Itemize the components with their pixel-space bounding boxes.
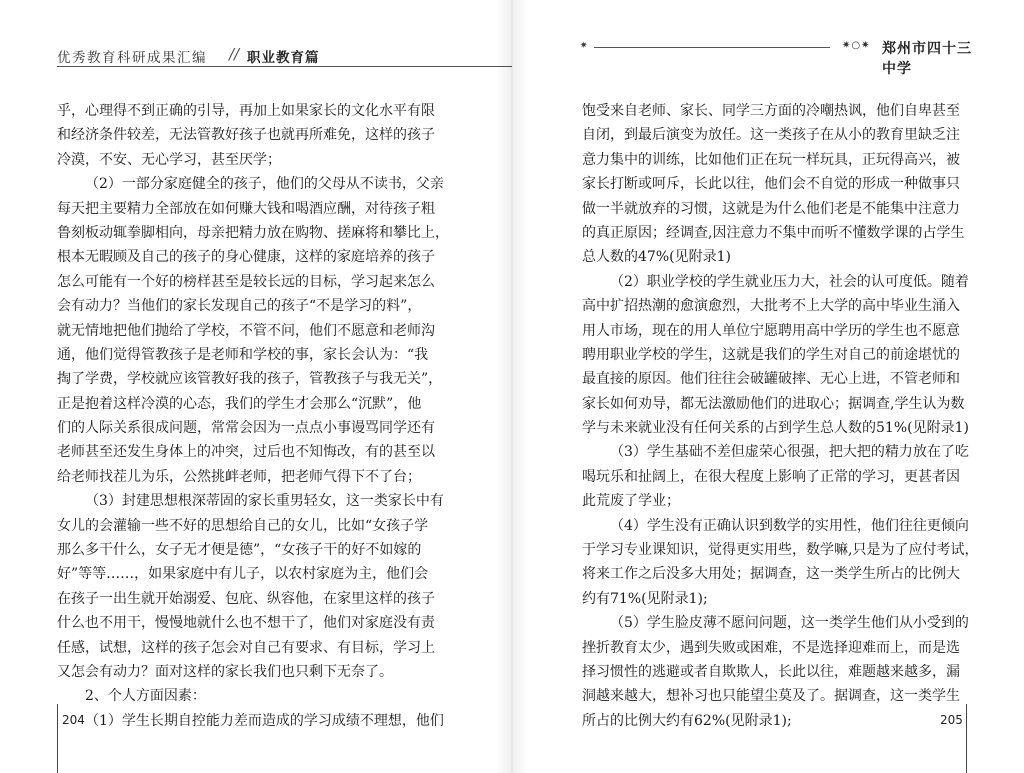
- text-line: （4）学生没有正确认识到数学的实用性，他们往往更倾向: [610, 517, 969, 534]
- text-line: 掏了学费，学校就应该管教好我的孩子，管教孩子与我无关”，: [57, 371, 443, 388]
- text-line: 怎么可能有一个好的榜样甚至是较长远的目标，学习起来怎么: [57, 273, 435, 290]
- page-number-left: 204: [62, 713, 85, 727]
- text-line: 挫折教育太少，遇到失败或困难，不是选择迎难而上，而是选: [582, 639, 960, 656]
- page-number-right: 205: [940, 713, 963, 727]
- text-line: 好”等等……，如果家庭中有儿子，以农村家庭为主，他们会: [57, 566, 429, 583]
- text-line: 老师甚至还发生身体上的冲突，过后也不知悔改，有的甚至以: [57, 444, 435, 461]
- text-line: 2、个人方面因素：: [85, 688, 206, 705]
- text-line: 将来工作之后没多大用处；据调查，这一类学生所占的比例大: [582, 566, 960, 583]
- header-rule: [57, 66, 512, 67]
- text-line: 每天把主要精力全部放在如何赚大钱和喝酒应酬，对待孩子粗: [57, 200, 435, 217]
- text-line: （3）学生基础不差但虚荣心很强，把大把的精力放在了吃: [610, 444, 969, 461]
- text-line: 总人数的47%(见附录1): [582, 249, 731, 266]
- left-body-text: [57, 99, 447, 733]
- text-line: 通，他们觉得管教孩子是老师和学校的事，家长会认为：“我: [57, 346, 429, 363]
- school-name: 郑州市四十三中学: [882, 41, 972, 77]
- text-line: 给老师找茬儿为乐，公然挑衅老师，把老师气得下不了台；: [57, 468, 421, 485]
- star-ornament-icon: ✷: [580, 41, 588, 51]
- text-line: 约有71%(见附录1);: [582, 590, 708, 607]
- text-line: 最直接的原因。他们往往会破罐破摔、无心上进，不管老师和: [582, 371, 960, 388]
- text-line: 冷漠，不安、无心学习，甚至厌学；: [57, 151, 281, 168]
- text-line: 此荒废了学业；: [582, 493, 680, 510]
- text-line: 们的人际关系很成问题，常常会因为一点点小事谩骂同学还有: [57, 420, 435, 437]
- text-line: 根本无暇顾及自己的孩子的身心健康，这样的家庭培养的孩子: [57, 249, 435, 266]
- text-line: （1）学生长期自控能力差而造成的学习成绩不理想，他们: [85, 712, 444, 729]
- text-line: 鲁刻板动辄拳脚相向，母亲把精力放在购物、搓麻将和攀比上，: [57, 224, 449, 241]
- header-rule: [594, 47, 830, 48]
- text-line: 于学习专业课知识，觉得更实用些，数学嘛,只是为了应付考试，: [582, 542, 979, 559]
- text-line: （2）职业学校的学生就业压力大，社会的认可度低。随着: [610, 273, 969, 290]
- text-line: 做一半就放弃的习惯，这就是为什么他们老是不能集中注意力: [582, 200, 960, 217]
- text-line: 择习惯性的逃避或者自欺欺人，长此以往，难题越来越多，漏: [582, 663, 960, 680]
- text-line: （2）一部分家庭健全的孩子，他们的父母从不读书，父亲: [85, 176, 444, 193]
- ornament-dots-icon: ✷○✷: [842, 40, 871, 51]
- header-separator: //: [229, 45, 240, 63]
- text-line: 喝玩乐和扯阔上，在很大程度上影响了正常的学习，更甚者因: [582, 468, 960, 485]
- text-line: 在孩子一出生就开始溺爱、包庇、纵容他，在家里这样的孩子: [57, 590, 435, 607]
- text-line: 家长打断或呵斥，长此以往，他们会不自觉的形成一种做事只: [582, 176, 960, 193]
- text-line: 饱受来自老师、家长、同学三方面的冷嘲热讽，他们自卑甚至: [582, 103, 960, 119]
- text-line: 和经济条件较差，无法管教好孩子也就再所难免，这样的孩子: [57, 127, 435, 144]
- right-running-header: [580, 38, 974, 77]
- text-line: 用人市场，现在的用人单位宁愿聘用高中学历的学生也不愿意: [582, 322, 960, 339]
- text-line: 的真正原因；经调查,因注意力不集中而听不懂数学课的占学生: [582, 224, 965, 241]
- left-running-header: [57, 46, 512, 68]
- text-line: 所占的比例大约有62%(见附录1);: [582, 712, 792, 729]
- text-line: 就无情地把他们抛给了学校，不管不问，他们不愿意和老师沟: [57, 322, 435, 339]
- text-line: 高中扩招热潮的愈演愈烈，大批考不上大学的高中毕业生涌入: [582, 298, 960, 315]
- footer-rule: [966, 704, 967, 773]
- text-line: 会有动力？当他们的家长发现自己的孩子“不是学习的料”，: [57, 298, 422, 315]
- text-line: （5）学生脸皮薄不愿问问题，这一类学生他们从小受到的: [610, 615, 969, 632]
- text-line: 又怎会有动力？面对这样的家长我们也只剩下无奈了。: [57, 663, 393, 680]
- footer-rule: [57, 704, 58, 773]
- text-line: 那么多干什么，女子无才便是德”，“女孩子干的好不如嫁的: [57, 542, 422, 559]
- book-gutter: [496, 0, 528, 773]
- text-line: 什么也不用干，慢慢地就什么也不想干了，他们对家庭没有责: [57, 615, 435, 632]
- text-line: 女儿的会灌输一些不好的思想给自己的女儿，比如“女孩子学: [57, 517, 429, 534]
- text-line: 自闭，到最后演变为放任。这一类孩子在从小的教育里缺乏注: [582, 127, 960, 144]
- book-title: 优秀教育科研成果汇编: [57, 50, 207, 66]
- text-line: 洞越来越大，想补习也只能望尘莫及了。据调查，这一类学生: [582, 688, 960, 705]
- text-line: 家长如何劝导，都无法激励他们的进取心；据调查,学生认为数: [582, 395, 965, 412]
- text-line: 乎，心理得不到正确的引导，再加上如果家长的文化水平有限: [57, 103, 435, 119]
- text-line: （3）封建思想根深蒂固的家长重男轻女，这一类家长中有: [85, 493, 444, 510]
- text-line: 学与未来就业没有任何关系的占到学生总人数的51%(见附录1): [582, 420, 969, 437]
- text-line: 意力集中的训练，比如他们正在玩一样玩具，正玩得高兴，被: [582, 151, 960, 168]
- text-line: 任感，试想，这样的孩子怎会对自己有要求、有目标，学习上: [57, 639, 435, 656]
- section-title: 职业教育篇: [247, 50, 320, 66]
- right-body-text: [582, 99, 979, 733]
- text-line: 聘用职业学校的学生，这就是我们的学生对自己的前途堪忧的: [582, 346, 960, 363]
- text-line: 正是抱着这样冷漠的心态，我们的学生才会那么“沉默”，他: [57, 395, 422, 412]
